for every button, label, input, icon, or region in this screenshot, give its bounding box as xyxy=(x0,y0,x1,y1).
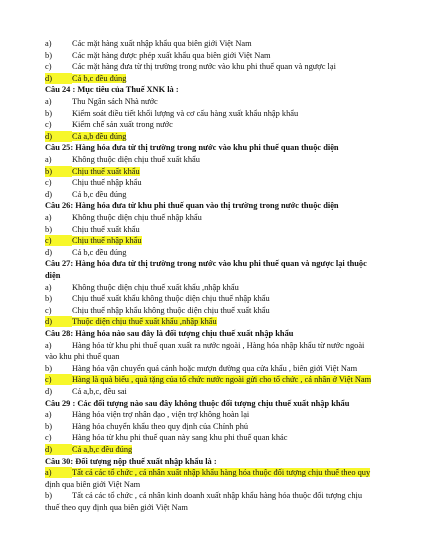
answer-option xyxy=(45,50,430,61)
question-heading xyxy=(45,398,430,409)
question-heading xyxy=(45,142,430,153)
answer-option xyxy=(45,282,430,293)
answer-option xyxy=(45,166,430,177)
answer-text: Chịu thuế xuất khẩu xyxy=(72,224,140,234)
answer-label: d) xyxy=(45,73,72,84)
answer-text: Không thuộc diện chịu thuế nhập khẩu xyxy=(72,213,202,222)
answer-text: Kiểm soát điều tiết khối lượng và cơ cấu hàng xuất khẩu nhập khẩu xyxy=(72,108,299,118)
answer-continuation xyxy=(45,479,430,490)
answer-option xyxy=(45,374,430,385)
answer-option xyxy=(45,363,430,374)
answer-text: Thuộc diện chịu thuế xuất khẩu ,nhập khẩu xyxy=(72,317,217,327)
answer-label: b) xyxy=(45,421,52,431)
answer-option xyxy=(45,293,430,304)
answer-option xyxy=(45,305,430,316)
answer-text: Các mặt hàng đưa từ thị trường trong nước vào khu phi thuế quan và ngược lại xyxy=(72,62,336,72)
answer-label: c) xyxy=(45,235,72,246)
question-text: Câu 28: Hàng hóa nào sau đây là đối tượng chịu thuế xuất nhập khẩu xyxy=(45,329,294,338)
answer-option xyxy=(45,316,430,327)
answer-option xyxy=(45,444,430,455)
answer-label: a) xyxy=(45,340,52,350)
question-text: Câu 29 : Các đối tượng nào sau đây không thuộc đối tượng chịu thuế xuất nhập khẩu xyxy=(45,398,350,408)
answer-text: định qua biên giới Việt Nam xyxy=(45,479,141,489)
answer-label: b) xyxy=(45,491,52,501)
question-text: Câu 30: Đối tượng nộp thuế xuất nhập khẩu là : xyxy=(45,456,217,466)
answer-label: a) xyxy=(45,39,52,48)
answer-option xyxy=(45,38,430,49)
answer-text: Thu Ngân sách Nhà nước xyxy=(72,97,158,106)
answer-text: Các mặt hàng xuất nhập khẩu qua biên giới Việt Nam xyxy=(72,39,252,48)
question-heading xyxy=(45,258,430,269)
answer-text: Chịu thuế nhập khẩu xyxy=(72,236,142,246)
answer-text: Cả b,c đều đúng xyxy=(72,189,127,199)
answer-label: c) xyxy=(45,120,52,130)
question-text: Câu 25: Hàng hóa đưa từ thị trường trong nước vào khu phi thuế quan thuộc diện xyxy=(45,143,339,153)
answer-option xyxy=(45,235,430,246)
answer-label: c) xyxy=(45,374,72,385)
answer-text: Hàng hóa viện trợ nhân đạo , viện trợ không hoàn lại xyxy=(72,410,250,420)
answer-continuation xyxy=(45,351,430,362)
answer-text: Cả b,c đều đúng xyxy=(72,73,127,83)
answer-option xyxy=(45,224,430,235)
answer-text: Hàng hóa vận chuyển quá cảnh hoặc mượn đường qua cửa khẩu , biên giới Việt Nam xyxy=(72,363,358,373)
answer-option xyxy=(45,467,430,478)
answer-text: Chịu thuế nhập khẩu xyxy=(72,178,142,188)
answer-label: a) xyxy=(45,155,52,164)
answer-label: c) xyxy=(45,62,52,72)
answer-label: d) xyxy=(45,444,72,455)
answer-text: Cả a,b,c đều đúng xyxy=(72,445,133,454)
question-text: Câu 27: Hàng hóa đưa từ thị trường trong nước vào khu phi thuế quan và ngược lại thuộc xyxy=(45,259,367,269)
question-text: Câu 26: Hàng hóa đưa từ khu phi thuế quan vào thị trường trong nước thuộc diện xyxy=(45,201,339,211)
answer-option xyxy=(45,340,430,351)
question-heading xyxy=(45,328,430,339)
answer-option xyxy=(45,409,430,420)
question-text: diện xyxy=(45,271,61,280)
answer-label: b) xyxy=(45,224,52,234)
answer-text: vào khu phi thuế quan xyxy=(45,352,120,362)
answer-label: b) xyxy=(45,166,72,177)
answer-label: a) xyxy=(45,410,52,420)
answer-option xyxy=(45,119,430,130)
answer-option xyxy=(45,212,430,223)
answer-label: b) xyxy=(45,108,52,118)
answer-option xyxy=(45,432,430,443)
question-heading xyxy=(45,200,430,211)
answer-text: Chịu thuế xuất khẩu không thuộc diện chịu thuế nhập khẩu xyxy=(72,294,270,304)
answer-label: b) xyxy=(45,363,52,373)
question-heading xyxy=(45,456,430,467)
answer-label: d) xyxy=(45,131,72,142)
answer-label: d) xyxy=(45,189,52,199)
answer-option xyxy=(45,247,430,258)
answer-option xyxy=(45,96,430,107)
answer-text: Hàng hóa chuyển khẩu theo quy định của Chính phủ xyxy=(72,421,249,431)
answer-text: Hàng hóa từ khu phi thuế quan xuất ra nước ngoài , Hàng hóa nhập khẩu từ nước ngoài xyxy=(72,340,365,350)
question-heading xyxy=(45,84,430,95)
answer-option xyxy=(45,177,430,188)
question-heading xyxy=(45,270,430,281)
answer-option xyxy=(45,108,430,119)
answer-text: Cả a,b,c, đều sai xyxy=(72,387,127,396)
answer-text: thuế theo quy định qua biên giới Việt Nam xyxy=(45,503,188,512)
question-text: Câu 24 : Mục tiêu của Thuế XNK là : xyxy=(45,85,179,95)
answer-text: Chịu thuế nhập khẩu không thuộc diện chịu thuế xuất khẩu xyxy=(72,305,270,315)
answer-label: a) xyxy=(45,467,72,478)
answer-label: c) xyxy=(45,305,52,315)
answer-option xyxy=(45,189,430,200)
answer-label: c) xyxy=(45,178,52,188)
answer-text: Không thuộc diện chịu thuế xuất khẩu xyxy=(72,155,200,164)
answer-text: Tất cả các tổ chức , cá nhân xuất nhập khẩu hàng hóa thuộc đối tượng chịu thuế theo quy xyxy=(72,468,371,478)
answer-text: Chịu thuế xuất khẩu xyxy=(72,166,140,176)
answer-option xyxy=(45,131,430,142)
answer-label: d) xyxy=(45,387,52,396)
answer-label: a) xyxy=(45,213,52,222)
answer-text: Tất cả các tổ chức , cá nhân kinh doanh xuất nhập khẩu hàng hóa thuộc đối tượng chịu xyxy=(72,491,363,501)
answer-option xyxy=(45,421,430,432)
answer-label: a) xyxy=(45,282,52,292)
answer-option xyxy=(45,490,430,501)
answer-text: Cả b,c đều đúng xyxy=(72,247,127,257)
answer-label: c) xyxy=(45,433,52,443)
answer-option xyxy=(45,386,430,397)
answer-label: a) xyxy=(45,97,52,106)
answer-text: Kiểm chế sản xuất trong nước xyxy=(72,120,173,130)
answer-option xyxy=(45,154,430,165)
answer-label: b) xyxy=(45,294,52,304)
answer-text: Các mặt hàng được phép xuất khẩu qua biên giới Việt Nam xyxy=(72,50,271,60)
answer-option xyxy=(45,73,430,84)
answer-label: d) xyxy=(45,316,72,327)
answer-text: Cả a,b đều đúng xyxy=(72,131,127,141)
answer-label: b) xyxy=(45,50,52,60)
answer-option xyxy=(45,61,430,72)
answer-text: Hàng hóa từ khu phi thuế quan này sang khu phi thuế quan khác xyxy=(72,433,288,443)
answer-text: Hàng là quà biếu , quà tặng của tổ chức nước ngoài gửi cho tổ chức , cá nhân ở Việt Nam xyxy=(72,375,372,385)
answer-text: Không thuộc diện chịu thuế xuất khẩu ,nhập khẩu xyxy=(72,282,239,292)
answer-continuation xyxy=(45,502,430,513)
answer-label: d) xyxy=(45,247,52,257)
